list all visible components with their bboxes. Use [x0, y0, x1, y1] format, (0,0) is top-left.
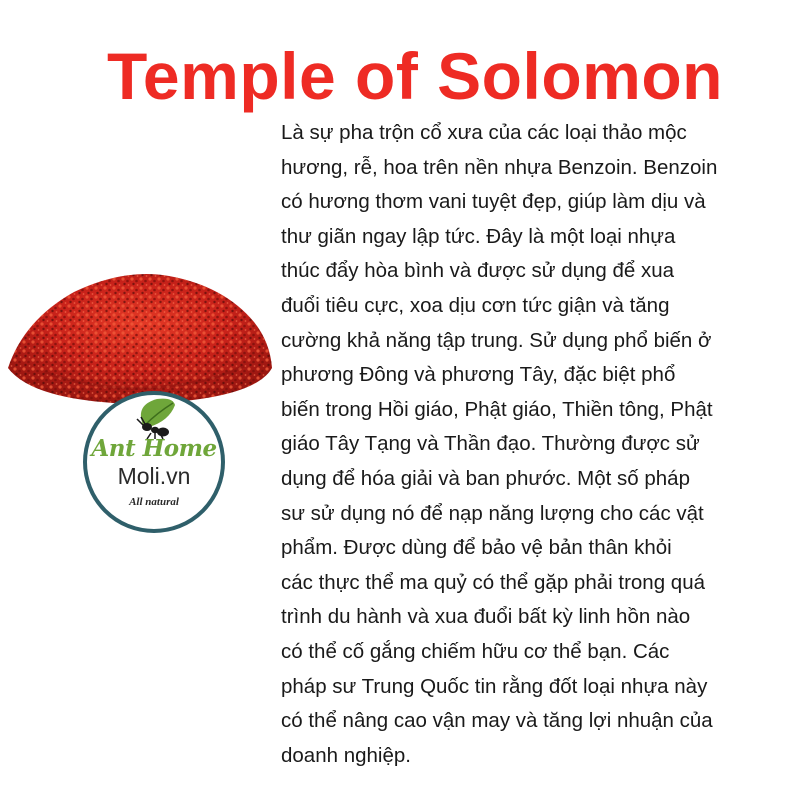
resin-pile-image [4, 250, 274, 410]
product-title: Temple of Solomon [107, 39, 723, 113]
logo-tagline: All natural [129, 496, 179, 508]
ant-leaf-icon [129, 395, 179, 439]
product-description: Là sự pha trộn cổ xưa của các loại thảo mộc hương, rễ, hoa trên nền nhựa Benzoin. Benzoin có hương thơm vani tuyệt đẹp, giúp làm dịu và thư giãn ngay lập tức. Đây là một loại nhựa thúc đẩy hòa bình và được sử dụng để xua đuổi tiêu cực, xoa dịu cơn tức giận và tăng cường khả năng tập trung. Sử dụng phổ biến ở phương Đông và phương Tây, đặc biệt phổ biến trong Hồi giáo, Phật giáo, Thiền tông, Phật giáo Tây Tạng và Thần đạo. Thường được sử dụng để hóa giải và ban phước. Một số pháp sư sử dụng nó để nạp năng lượng cho các vật phẩm. Được dùng để bảo vệ bản thân khỏi các thực thể ma quỷ có thể gặp phải trong quá trình du hành và xua đuổi bất kỳ linh hồn nào có thể cố gắng chiếm hữu cơ thể bạn. Các pháp sư Trung Quốc tin rằng đốt loại nhựa này có thể nâng cao vận may và tăng lợi nhuận của doanh nghiệp. [281, 121, 718, 767]
brand-logo [81, 389, 227, 535]
logo-domain: Moli.vn [117, 463, 191, 489]
logo-brand-name: Ant Home [91, 435, 217, 462]
